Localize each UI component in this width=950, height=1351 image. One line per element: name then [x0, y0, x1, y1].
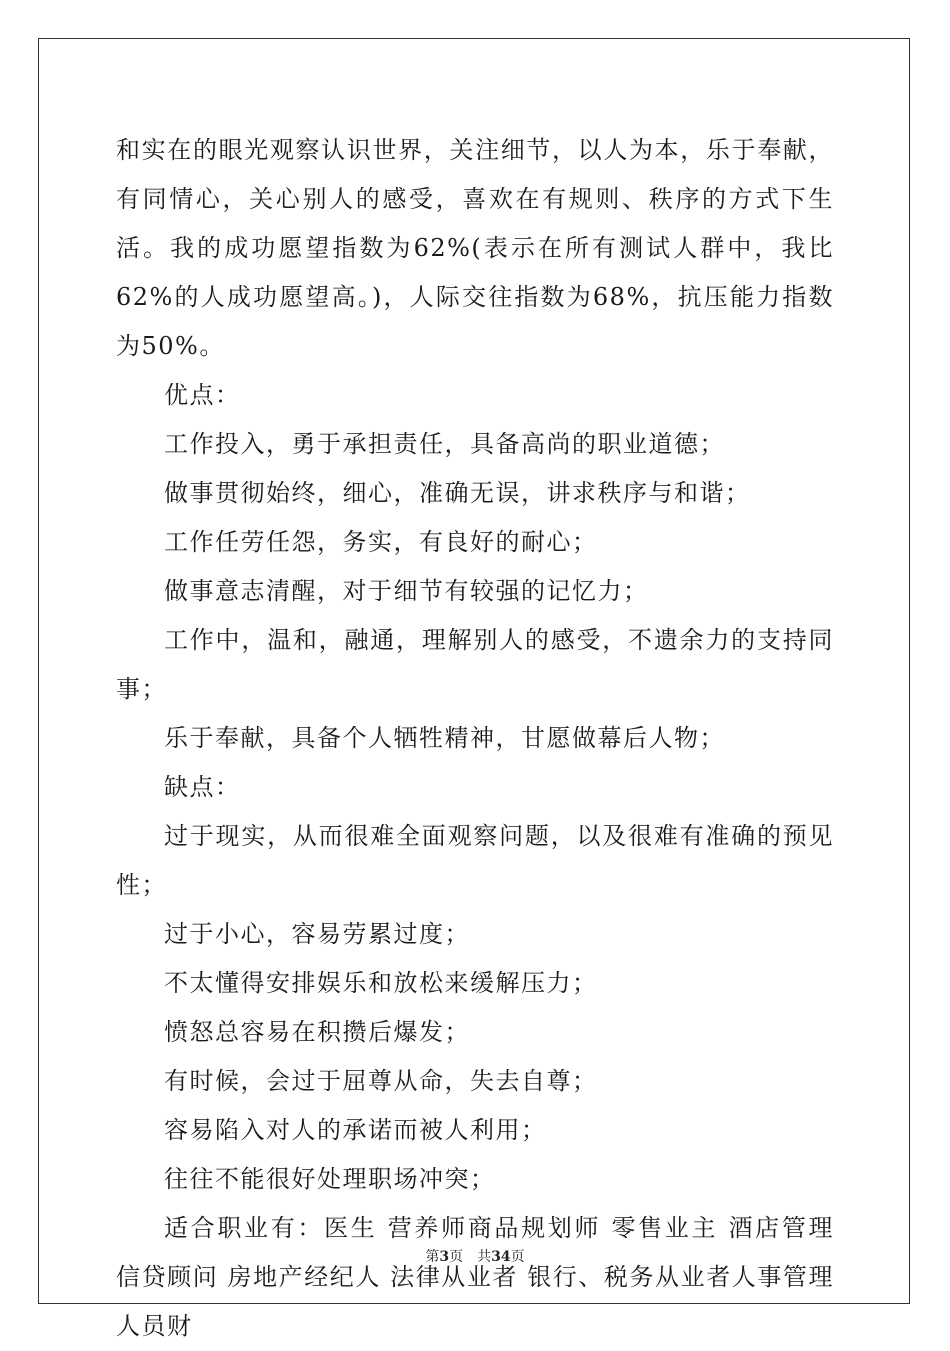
paragraph: 工作中，温和，融通，理解别人的感受，不遗余力的支持同事；	[116, 626, 834, 703]
paragraph: 缺点：	[164, 773, 241, 801]
total-suffix: 页	[510, 1249, 525, 1265]
page-suffix: 页	[449, 1249, 464, 1265]
paragraph: 乐于奉献，具备个人牺牲精神，甘愿做幕后人物；	[164, 724, 725, 752]
page-prefix: 第	[425, 1249, 440, 1265]
paragraph: 过于现实，从而很难全面观察问题，以及很难有准确的预见性；	[116, 822, 834, 899]
paragraph: 过于小心，容易劳累过度；	[164, 920, 470, 948]
document-body	[116, 126, 834, 1351]
paragraph: 做事意志清醒，对于细节有较强的记忆力；	[164, 577, 649, 605]
page-total: 34	[491, 1249, 511, 1265]
paragraph: 和实在的眼光观察认识世界，关注细节，以人为本，乐于奉献，有同情心，关心别人的感受，喜欢在有规则、秩序的方式下生活。我的成功愿望指数为62%(表示在所有测试人群中，我比62%的人成功愿望高。)，人际交往指数为68%，抗压能力指数为50%。	[116, 136, 834, 360]
paragraph: 愤怒总容易在积攒后爆发；	[164, 1018, 470, 1046]
paragraph: 做事贯彻始终，细心，准确无误，讲求秩序与和谐；	[164, 479, 751, 507]
paragraph: 不太懂得安排娱乐和放松来缓解压力；	[164, 969, 598, 997]
paragraph: 有时候，会过于屈尊从命，失去自尊；	[164, 1067, 598, 1095]
paragraph: 适合职业有：医生 营养师商品规划师 零售业主 酒店管理 信贷顾问 房地产经纪人 法律从业者 银行、税务从业者人事管理人员财	[116, 1214, 834, 1340]
paragraph: 工作任劳任怨，务实，有良好的耐心；	[164, 528, 598, 556]
paragraph: 优点：	[164, 381, 241, 409]
paragraph: 往往不能很好处理职场冲突；	[164, 1165, 496, 1193]
paragraph: 容易陷入对人的承诺而被人利用；	[164, 1116, 547, 1144]
paragraph: 工作投入，勇于承担责任，具备高尚的职业道德；	[164, 430, 725, 458]
page-current: 3	[439, 1249, 450, 1265]
page-footer	[0, 1246, 950, 1266]
total-prefix: 共	[477, 1249, 492, 1265]
